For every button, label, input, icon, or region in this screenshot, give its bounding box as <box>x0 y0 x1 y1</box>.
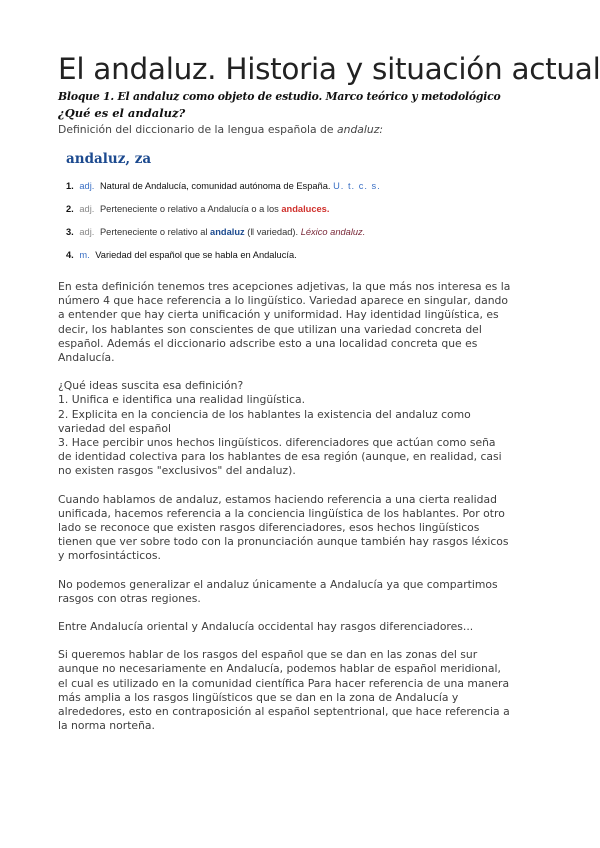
text-line: tienen que ver sobre todo con la pronunciación aunque también hay rasgos léxicos <box>58 535 509 549</box>
dictionary-headword: andaluz, za <box>66 151 152 167</box>
text-line: el cual es utilizado en la comunidad científica Para hacer referencia de una manera <box>58 676 510 690</box>
text-line: número 4 que hace referencia a lo lingüístico. Variedad aparece en singular, dando <box>58 294 508 308</box>
text-line: ¿Qué ideas suscita esa definición? <box>58 379 244 393</box>
text-line: no existen rasgos "exclusivos" del andaluz). <box>58 464 296 478</box>
paragraph-meridional <box>58 648 548 733</box>
text-line: Si queremos hablar de los rasgos del español que se dan en las zonas del sur <box>58 648 478 662</box>
list-item: 2. Explicita en la conciencia de los hablantes la existencia del andaluz como <box>58 407 471 421</box>
sense-text: Variedad del español que se habla en Andalucía. <box>95 250 297 260</box>
sense-example: Léxico andaluz. <box>300 227 366 237</box>
paragraph-unified-reality <box>58 493 548 564</box>
text-line: Cuando hablamos de andaluz, estamos haciendo referencia a una cierta realidad <box>58 492 497 506</box>
document-title: El andaluz. Historia y situación actual <box>58 52 600 86</box>
text-line: Andalucía. <box>58 351 115 365</box>
sense-text-continued: (‖ variedad). <box>244 227 301 237</box>
sense-number: 3. <box>66 227 74 237</box>
dictionary-sense-4 <box>66 250 548 260</box>
sense-grammar-link[interactable]: m. <box>79 250 90 260</box>
sense-text: Perteneciente o relativo al <box>99 227 211 237</box>
text-line: decir, los hablantes son conscientes de que utilizan una variedad concreta del <box>58 322 482 336</box>
sense-text: Natural de Andalucía, comunidad autónoma de España. <box>99 181 331 191</box>
sense-usage-marks[interactable]: U. t. c. s. <box>333 181 381 191</box>
paragraph-east-west <box>58 620 548 634</box>
sense-number: 4. <box>66 250 74 260</box>
definition-intro <box>58 123 548 136</box>
paragraph-generalization <box>58 578 548 606</box>
section-question: ¿Qué es el andaluz? <box>58 106 186 120</box>
dictionary-sense-2 <box>66 204 548 214</box>
section-subtitle: Bloque 1. El andaluz como objeto de estudio. Marco teórico y metodológico <box>58 90 501 103</box>
text-line: lado se reconoce que existen rasgos diferenciadores, esos hechos lingüísticos <box>58 521 480 535</box>
text-line: alrededores, esto en contraposición al español septentrional, que hace referencia a <box>58 705 510 719</box>
sense-number: 1. <box>66 181 74 191</box>
text-line: y morfosintácticos. <box>58 549 161 563</box>
sense-grammar-link[interactable]: adj. <box>79 204 95 214</box>
text-line: rasgos con otras regiones. <box>58 591 201 605</box>
text-line: No podemos generalizar el andaluz únicamente a Andalucía ya que compartimos <box>58 577 498 591</box>
sense-grammar-link[interactable]: adj. <box>79 227 95 237</box>
dictionary-sense-1 <box>66 181 548 191</box>
text-line: Entre Andalucía oriental y Andalucía occidental hay rasgos diferenciadores... <box>58 620 474 634</box>
list-item: 3. Hace percibir unos hechos lingüísticos. diferenciadores que actúan como seña <box>58 436 496 450</box>
text-line: aunque no necesariamente en Andalucía, podemos hablar de español meridional, <box>58 662 501 676</box>
list-item: 1. Unifica e identifica una realidad lingüística. <box>58 393 306 407</box>
dictionary-entry <box>66 151 548 260</box>
text-line: a entender que hay cierta unificación y uniformidad. Hay identidad lingüística, es <box>58 308 499 322</box>
text-line: unificada, hacemos referencia a la conciencia lingüística de los hablantes. Por otro <box>58 506 505 520</box>
sense-number: 2. <box>66 204 74 214</box>
definition-intro-term: andaluz: <box>336 123 384 136</box>
sense-highlight-link[interactable]: andaluces. <box>281 204 330 214</box>
text-line: más amplia a los rasgos lingüísticos que se dan en la zona de Andalucía y <box>58 690 459 704</box>
document-body <box>58 280 548 733</box>
text-line: En esta definición tenemos tres acepciones adjetivas, la que más nos interesa es la <box>58 280 511 293</box>
text-line: de identidad colectiva para los hablantes de esa región (aunque, en realidad, casi <box>58 450 502 464</box>
sense-text: Perteneciente o relativo a Andalucía o a los <box>99 204 282 214</box>
paragraph-ideas-list <box>58 379 548 478</box>
dictionary-sense-3 <box>66 227 548 237</box>
text-line: español. Además el diccionario adscribe esto a una localidad concreta que es <box>58 336 478 350</box>
sense-grammar-link[interactable]: adj. <box>79 181 95 191</box>
document-page <box>58 52 600 747</box>
paragraph-definition-analysis <box>58 280 548 365</box>
text-line: la norma norteña. <box>58 719 155 733</box>
text-line: variedad del español <box>58 421 171 435</box>
sense-highlight-link[interactable]: andaluz <box>210 227 245 237</box>
definition-intro-text: Definición del diccionario de la lengua española de <box>58 123 337 136</box>
